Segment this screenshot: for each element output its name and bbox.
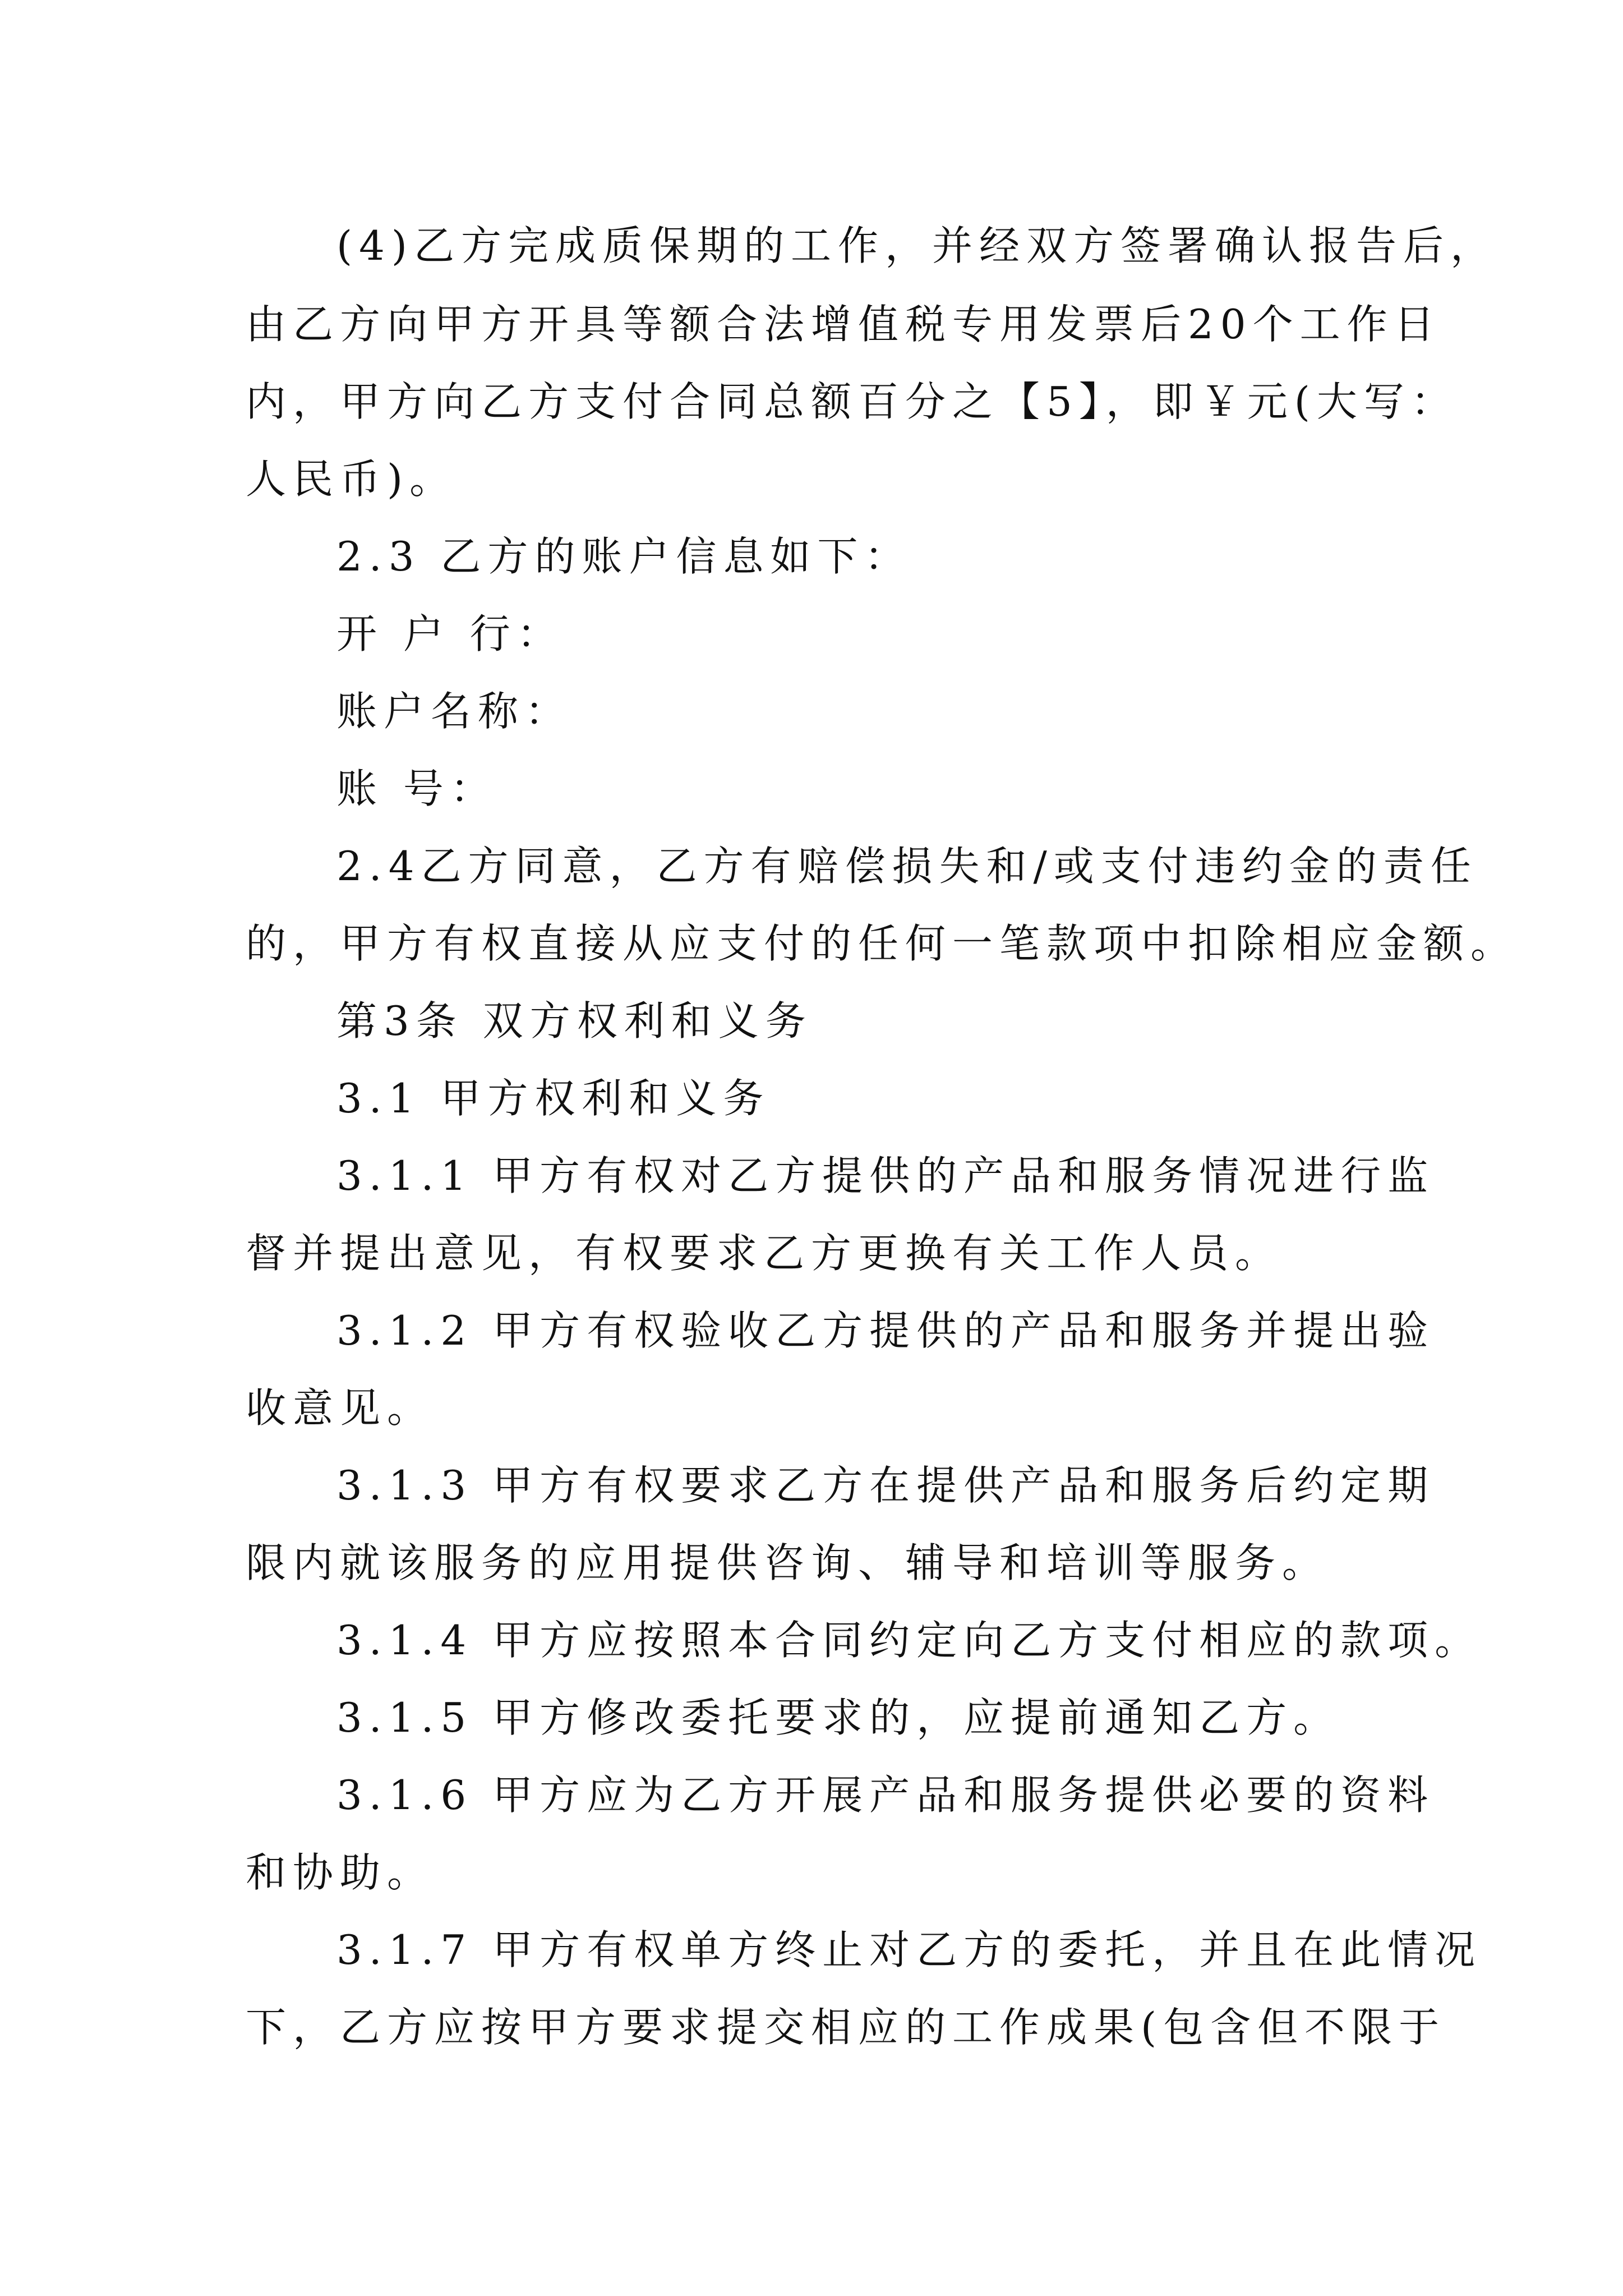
text-line: 3.1.3 甲方有权要求乙方在提供产品和服务后约定期: [336, 1462, 1435, 1509]
text-line: 的，甲方有权直接从应支付的任何一笔款项中扣除相应金额。: [246, 920, 1518, 967]
text-line: 3.1.7 甲方有权单方终止对乙方的委托，并且在此情况: [336, 1926, 1482, 1973]
section-heading: 第3条 双方权利和义务: [336, 997, 813, 1045]
text-line: 下，乙方应按甲方要求提交相应的工作成果(包含但不限于: [246, 2004, 1446, 2051]
text-line: 由乙方向甲方开具等额合法增值税专用发票后20个工作日: [246, 301, 1441, 348]
subsection-heading: 3.1 甲方权利和义务: [336, 1075, 771, 1122]
text-line: 收意见。: [246, 1384, 435, 1432]
text-line: 3.1.1 甲方有权对乙方提供的产品和服务情况进行监: [336, 1152, 1435, 1199]
text-line: 3.1.5 甲方修改委托要求的，应提前通知乙方。: [336, 1694, 1341, 1741]
text-line: 3.1.4 甲方应按照本合同约定向乙方支付相应的款项。: [336, 1617, 1482, 1664]
text-line: 限内就该服务的应用提供咨询、辅导和培训等服务。: [246, 1539, 1330, 1586]
text-line: 3.1.2 甲方有权验收乙方提供的产品和服务并提出验: [336, 1307, 1435, 1354]
text-line: 和协助。: [246, 1849, 435, 1896]
text-line: 内，甲方向乙方支付合同总额百分之【5】，即￥元(大写：: [246, 378, 1458, 425]
text-line: 2.4乙方同意，乙方有赔偿损失和/或支付违约金的责任: [336, 843, 1478, 890]
text-line: 账户名称：: [336, 688, 573, 735]
text-line: 开 户 行：: [336, 610, 564, 657]
text-line: (4)乙方完成质保期的工作，并经双方签署确认报告后，: [336, 222, 1497, 269]
text-line: 3.1.6 甲方应为乙方开展产品和服务提供必要的资料: [336, 1772, 1435, 1819]
text-line: 2.3 乙方的账户信息如下：: [336, 533, 912, 580]
text-line: 账 号：: [336, 765, 497, 812]
text-line: 人民币)。: [246, 455, 457, 503]
text-line: 督并提出意见，有权要求乙方更换有关工作人员。: [246, 1230, 1283, 1277]
